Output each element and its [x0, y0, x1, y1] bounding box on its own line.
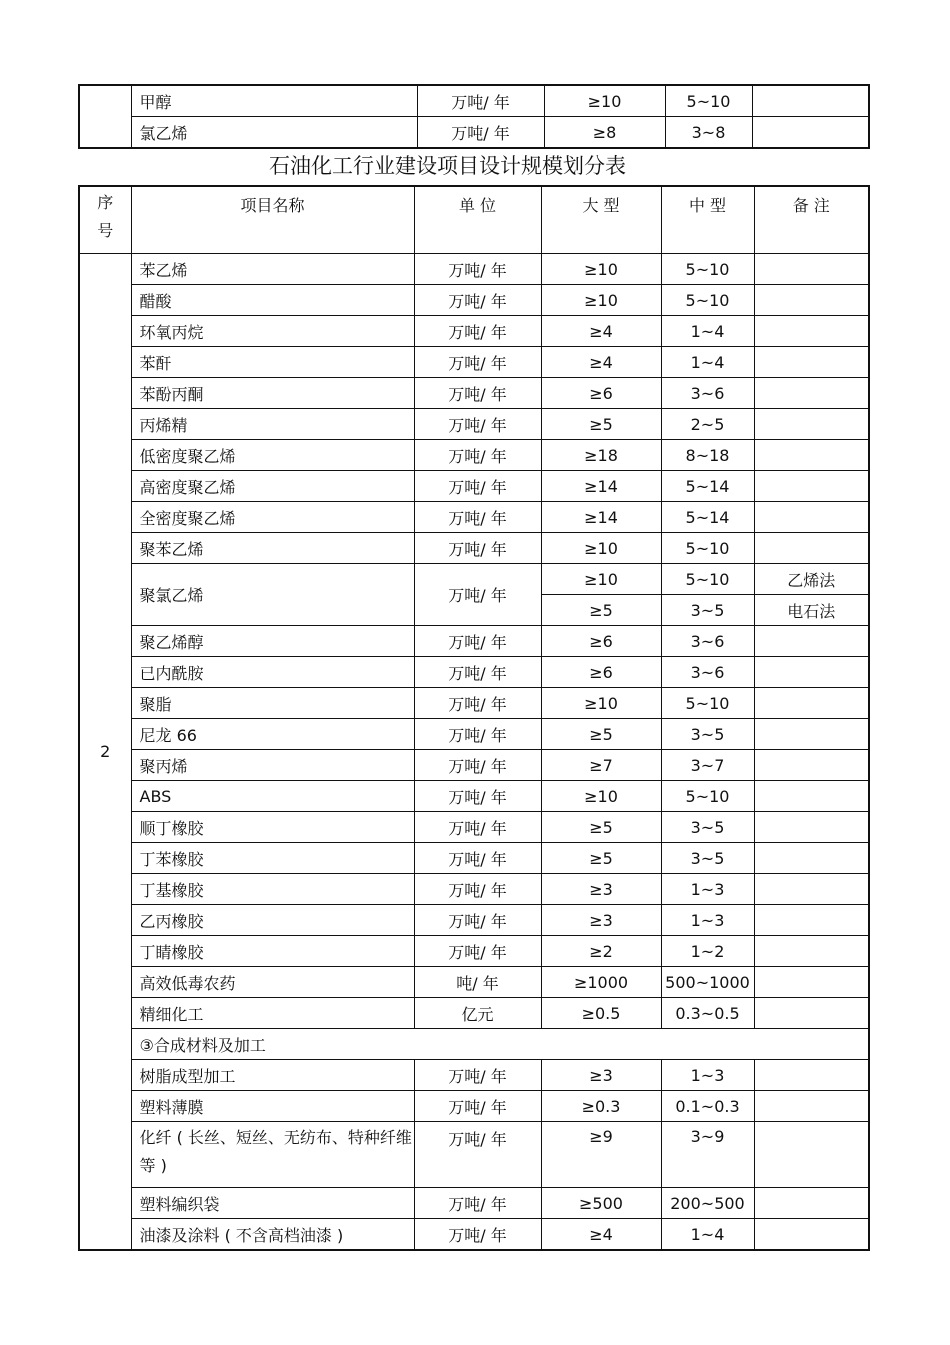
item-note [752, 85, 869, 117]
table-row [79, 409, 869, 440]
item-unit: 万吨/ 年 [414, 812, 541, 843]
table-row [79, 254, 869, 285]
item-large: ≥0.3 [541, 1091, 661, 1122]
table-row [79, 750, 869, 781]
item-name: 油漆及涂料 ( 不含高档油漆 ) [131, 1219, 414, 1251]
item-name: 丁睛橡胶 [131, 936, 414, 967]
item-unit: 万吨/ 年 [414, 564, 541, 626]
item-medium: 3~8 [665, 117, 752, 149]
item-note [754, 254, 869, 285]
item-medium: 3~5 [661, 843, 754, 874]
item-unit: 吨/ 年 [414, 967, 541, 998]
table-row [79, 533, 869, 564]
item-large: ≥6 [541, 378, 661, 409]
table-row [79, 626, 869, 657]
item-name: 苯酐 [131, 347, 414, 378]
item-note [754, 1219, 869, 1251]
item-medium: 3~6 [661, 657, 754, 688]
section-row [79, 1029, 869, 1060]
item-large: ≥8 [544, 117, 665, 149]
item-medium: 1~3 [661, 905, 754, 936]
item-large: ≥5 [541, 719, 661, 750]
item-large: ≥4 [541, 347, 661, 378]
item-large: ≥10 [541, 533, 661, 564]
item-note [754, 471, 869, 502]
item-large: ≥6 [541, 657, 661, 688]
item-unit: 万吨/ 年 [414, 440, 541, 471]
item-large: ≥5 [541, 843, 661, 874]
item-unit: 万吨/ 年 [414, 874, 541, 905]
item-unit: 万吨/ 年 [414, 254, 541, 285]
item-unit: 万吨/ 年 [414, 843, 541, 874]
item-name: 化纤 ( 长丝、短丝、无纺布、特种纤维等 ) [131, 1122, 414, 1188]
item-name: 聚苯乙烯 [131, 533, 414, 564]
table-row [79, 347, 869, 378]
item-unit: 万吨/ 年 [414, 409, 541, 440]
item-large: ≥10 [541, 781, 661, 812]
header-seq-line1: 序 [97, 193, 114, 212]
item-unit: 万吨/ 年 [414, 781, 541, 812]
item-medium: 500~1000 [661, 967, 754, 998]
item-note [754, 936, 869, 967]
item-unit: 万吨/ 年 [417, 117, 544, 149]
item-note [754, 719, 869, 750]
item-note [754, 812, 869, 843]
item-large: ≥4 [541, 316, 661, 347]
item-name: 低密度聚乙烯 [131, 440, 414, 471]
table-row [79, 657, 869, 688]
item-large: ≥10 [541, 688, 661, 719]
item-note [754, 502, 869, 533]
item-unit: 万吨/ 年 [414, 657, 541, 688]
item-unit: 万吨/ 年 [414, 750, 541, 781]
table-row [79, 843, 869, 874]
table-row [79, 440, 869, 471]
item-medium: 5~10 [661, 688, 754, 719]
table-row [79, 285, 869, 316]
item-large: ≥1000 [541, 967, 661, 998]
item-large: ≥18 [541, 440, 661, 471]
item-note [754, 657, 869, 688]
table-row [79, 502, 869, 533]
item-medium: 1~3 [661, 874, 754, 905]
table-row [79, 564, 869, 595]
item-name: 塑料编织袋 [131, 1188, 414, 1219]
item-large: ≥10 [541, 254, 661, 285]
item-unit: 万吨/ 年 [414, 1219, 541, 1251]
item-note [754, 409, 869, 440]
item-name: 丁苯橡胶 [131, 843, 414, 874]
item-unit: 万吨/ 年 [414, 719, 541, 750]
item-unit: 万吨/ 年 [414, 626, 541, 657]
item-name: 已内酰胺 [131, 657, 414, 688]
item-note [754, 1188, 869, 1219]
table-row [79, 781, 869, 812]
item-name: 甲醇 [131, 85, 417, 117]
table-row [79, 936, 869, 967]
item-unit: 亿元 [414, 998, 541, 1029]
item-note [752, 117, 869, 149]
item-medium: 3~5 [661, 595, 754, 626]
table-row [79, 1060, 869, 1091]
item-name: 乙丙橡胶 [131, 905, 414, 936]
item-note: 电石法 [754, 595, 869, 626]
table-row [79, 874, 869, 905]
header-name: 项目名称 [131, 186, 414, 254]
item-large: ≥2 [541, 936, 661, 967]
item-large: ≥7 [541, 750, 661, 781]
item-note [754, 533, 869, 564]
table-row [79, 316, 869, 347]
item-unit: 万吨/ 年 [414, 316, 541, 347]
item-large: ≥5 [541, 812, 661, 843]
header-unit: 单 位 [414, 186, 541, 254]
item-large: ≥3 [541, 1060, 661, 1091]
continued-table [78, 84, 870, 149]
item-large: ≥9 [541, 1122, 661, 1188]
item-name: 苯酚丙酮 [131, 378, 414, 409]
item-large: ≥6 [541, 626, 661, 657]
item-unit: 万吨/ 年 [414, 471, 541, 502]
item-name: 塑料薄膜 [131, 1091, 414, 1122]
item-large: ≥14 [541, 502, 661, 533]
item-medium: 1~3 [661, 1060, 754, 1091]
item-unit: 万吨/ 年 [414, 533, 541, 564]
item-name: 聚氯乙烯 [131, 564, 414, 626]
item-note [754, 440, 869, 471]
item-large: ≥10 [541, 564, 661, 595]
item-note [754, 1060, 869, 1091]
table-row [79, 998, 869, 1029]
item-unit: 万吨/ 年 [414, 905, 541, 936]
header-medium: 中 型 [661, 186, 754, 254]
item-name: 高密度聚乙烯 [131, 471, 414, 502]
item-medium: 5~14 [661, 502, 754, 533]
item-name: 树脂成型加工 [131, 1060, 414, 1091]
table-row [79, 1091, 869, 1122]
item-medium: 5~14 [661, 471, 754, 502]
item-medium: 3~6 [661, 378, 754, 409]
item-name: 环氧丙烷 [131, 316, 414, 347]
item-medium: 1~4 [661, 316, 754, 347]
item-name: 顺丁橡胶 [131, 812, 414, 843]
item-medium: 200~500 [661, 1188, 754, 1219]
item-note [754, 688, 869, 719]
table-header-row [79, 186, 869, 254]
item-name: 尼龙 66 [131, 719, 414, 750]
item-name: 苯乙烯 [131, 254, 414, 285]
item-name: 丁基橡胶 [131, 874, 414, 905]
item-note [754, 874, 869, 905]
item-note [754, 967, 869, 998]
item-medium: 5~10 [665, 85, 752, 117]
item-medium: 0.1~0.3 [661, 1091, 754, 1122]
item-medium: 3~5 [661, 812, 754, 843]
item-large: ≥3 [541, 905, 661, 936]
item-medium: 0.3~0.5 [661, 998, 754, 1029]
item-name: 聚乙烯醇 [131, 626, 414, 657]
item-medium: 5~10 [661, 564, 754, 595]
item-large: ≥5 [541, 595, 661, 626]
table-row [79, 905, 869, 936]
continued-table-body [79, 85, 869, 148]
item-note [754, 781, 869, 812]
item-large: ≥10 [544, 85, 665, 117]
table-row [79, 1122, 869, 1188]
item-unit: 万吨/ 年 [414, 688, 541, 719]
item-large: ≥10 [541, 285, 661, 316]
item-unit: 万吨/ 年 [414, 378, 541, 409]
item-large: ≥14 [541, 471, 661, 502]
table-row [79, 967, 869, 998]
table-row [79, 1219, 869, 1251]
item-note [754, 1091, 869, 1122]
item-name: 精细化工 [131, 998, 414, 1029]
item-medium: 8~18 [661, 440, 754, 471]
table-row [79, 378, 869, 409]
item-unit: 万吨/ 年 [414, 936, 541, 967]
item-note [754, 285, 869, 316]
header-seq [79, 186, 131, 254]
item-large: ≥3 [541, 874, 661, 905]
item-medium: 3~6 [661, 626, 754, 657]
item-note [754, 378, 869, 409]
item-note [754, 905, 869, 936]
scale-table-body [79, 186, 869, 1250]
item-unit: 万吨/ 年 [414, 347, 541, 378]
item-name: 全密度聚乙烯 [131, 502, 414, 533]
table-row [79, 471, 869, 502]
item-name: 高效低毒农药 [131, 967, 414, 998]
scale-table [78, 185, 870, 1251]
seq-number: 2 [79, 254, 131, 1251]
item-name: 醋酸 [131, 285, 414, 316]
header-seq-line2: 号 [97, 221, 114, 240]
item-medium: 3~5 [661, 719, 754, 750]
table-row [79, 117, 869, 149]
item-note [754, 1122, 869, 1188]
item-note [754, 626, 869, 657]
item-medium: 5~10 [661, 781, 754, 812]
item-unit: 万吨/ 年 [414, 1122, 541, 1188]
item-large: ≥5 [541, 409, 661, 440]
header-note: 备 注 [754, 186, 869, 254]
item-unit: 万吨/ 年 [414, 285, 541, 316]
item-large: ≥500 [541, 1188, 661, 1219]
item-medium: 1~2 [661, 936, 754, 967]
table-row [79, 719, 869, 750]
item-unit: 万吨/ 年 [417, 85, 544, 117]
seq-cell [79, 85, 131, 148]
item-unit: 万吨/ 年 [414, 1060, 541, 1091]
item-note: 乙烯法 [754, 564, 869, 595]
item-name: 聚丙烯 [131, 750, 414, 781]
item-name: 聚脂 [131, 688, 414, 719]
item-medium: 3~7 [661, 750, 754, 781]
item-note [754, 998, 869, 1029]
item-name: 丙烯精 [131, 409, 414, 440]
item-medium: 5~10 [661, 285, 754, 316]
header-large: 大 型 [541, 186, 661, 254]
page-title: 石油化工行业建设项目设计规模划分表 [269, 154, 626, 178]
table-row [79, 812, 869, 843]
item-medium: 2~5 [661, 409, 754, 440]
item-medium: 5~10 [661, 533, 754, 564]
item-note [754, 843, 869, 874]
item-unit: 万吨/ 年 [414, 1091, 541, 1122]
item-medium: 1~4 [661, 347, 754, 378]
item-medium: 3~9 [661, 1122, 754, 1188]
item-note [754, 347, 869, 378]
item-medium: 5~10 [661, 254, 754, 285]
section-label: ③合成材料及加工 [131, 1029, 869, 1060]
item-note [754, 316, 869, 347]
item-large: ≥4 [541, 1219, 661, 1251]
item-name: ABS [131, 781, 414, 812]
item-name: 氯乙烯 [131, 117, 417, 149]
item-note [754, 750, 869, 781]
item-unit: 万吨/ 年 [414, 502, 541, 533]
table-row [79, 688, 869, 719]
item-unit: 万吨/ 年 [414, 1188, 541, 1219]
item-medium: 1~4 [661, 1219, 754, 1251]
item-large: ≥0.5 [541, 998, 661, 1029]
table-row [79, 85, 869, 117]
table-row [79, 1188, 869, 1219]
